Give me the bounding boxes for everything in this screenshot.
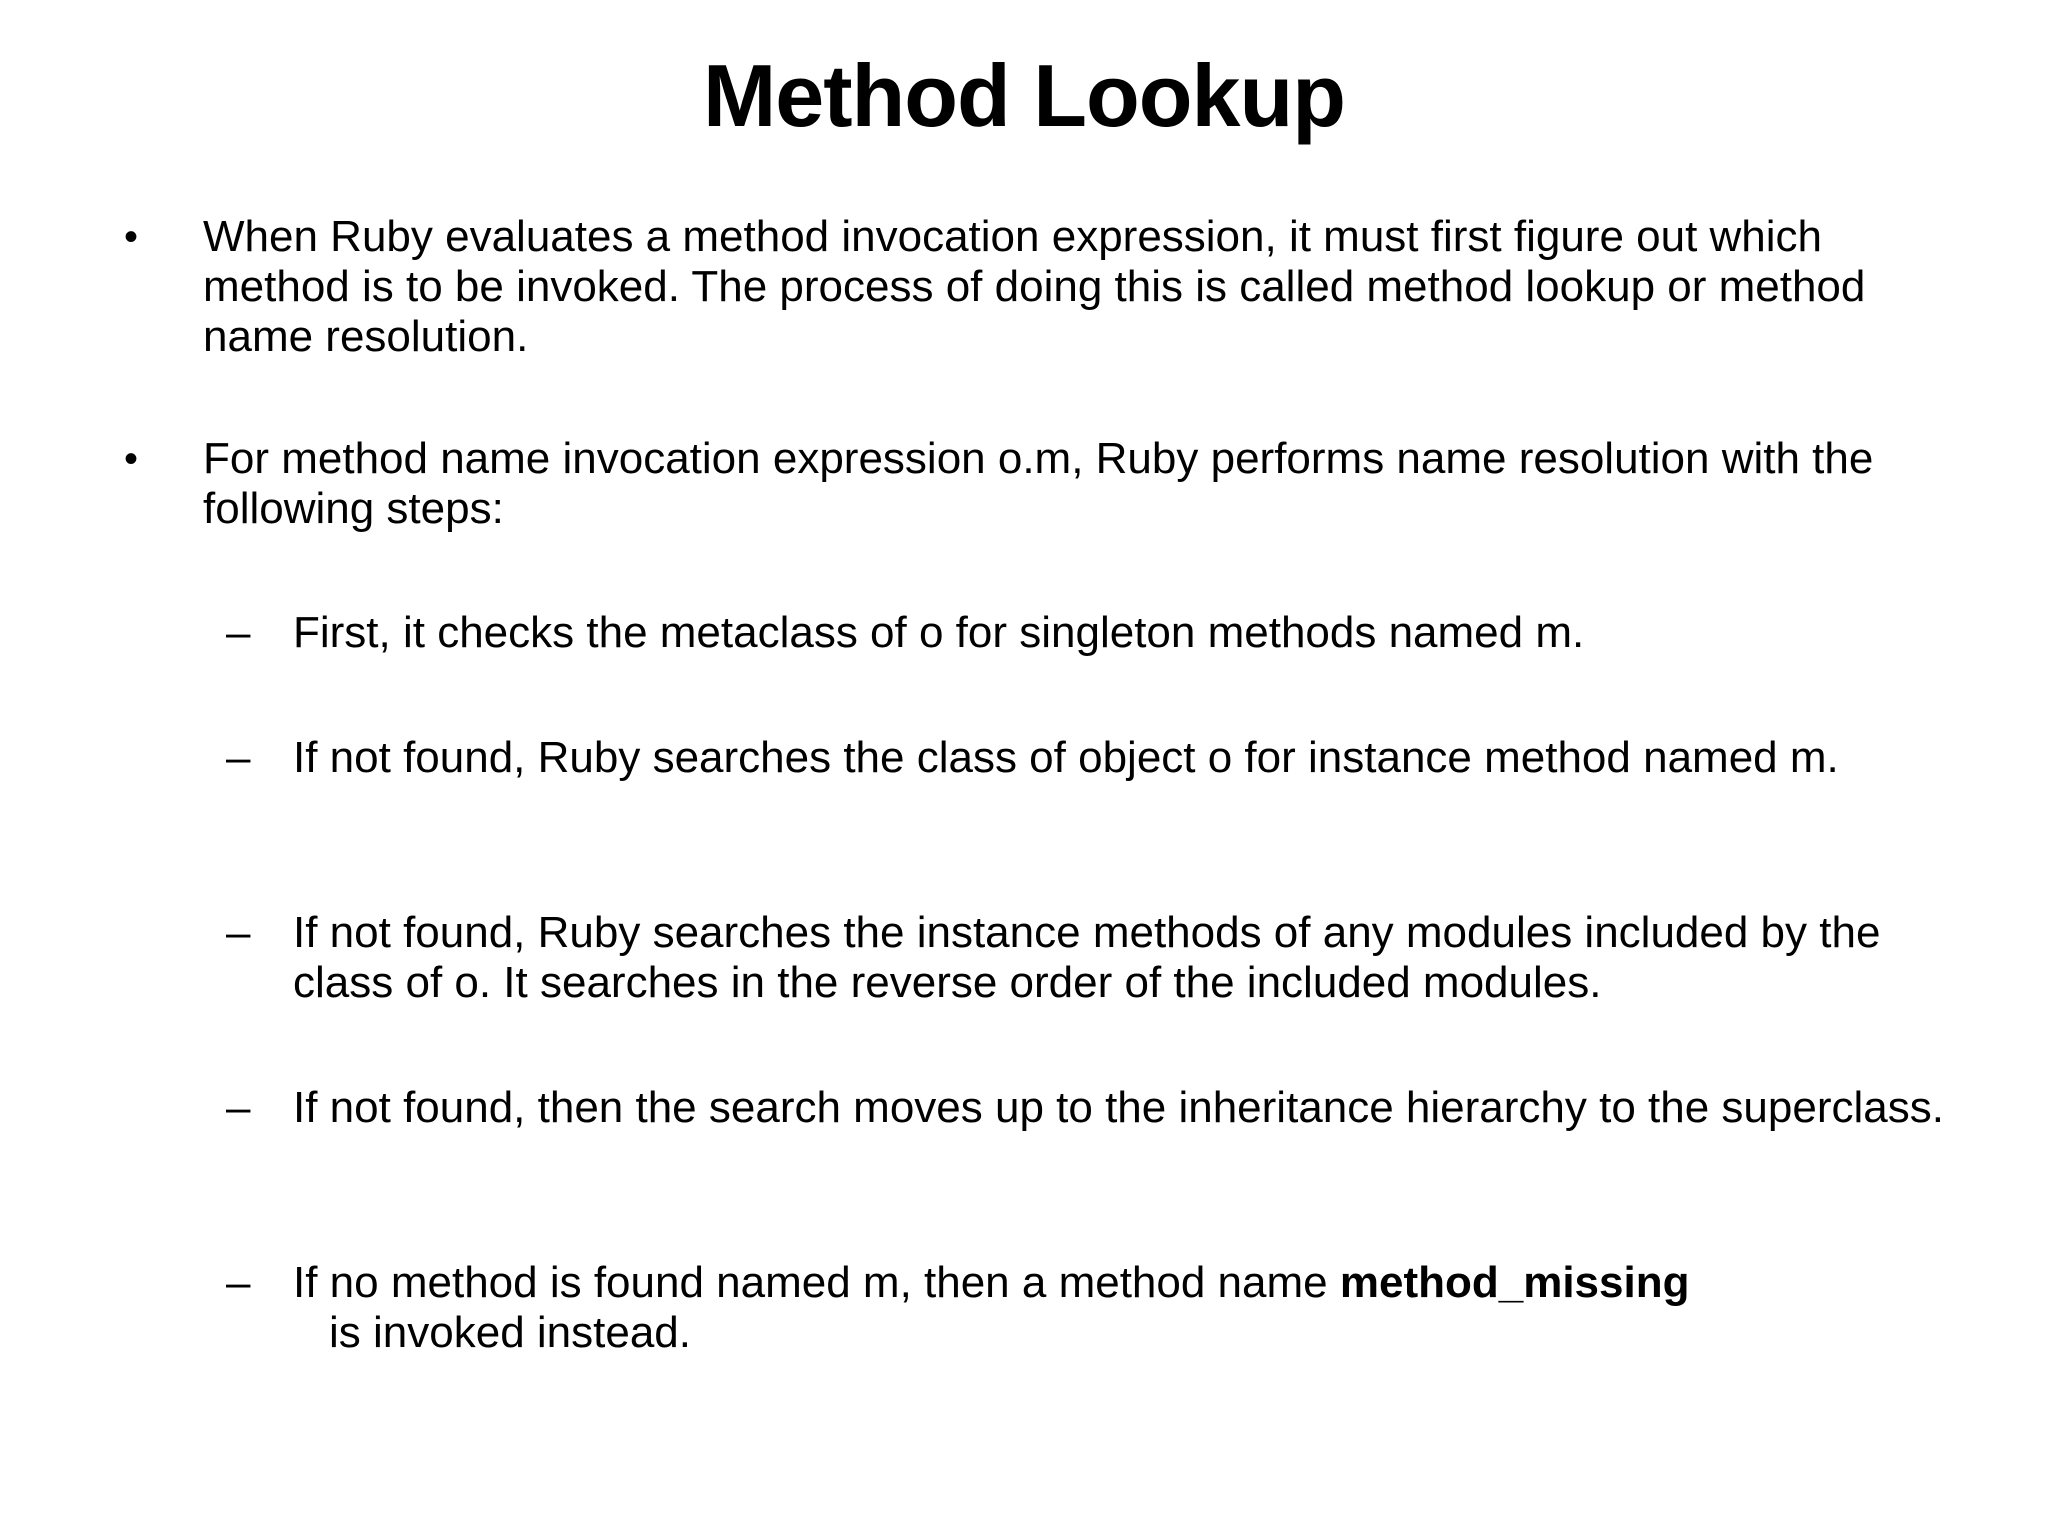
dash-marker: – [226,608,251,657]
bullet-marker: • [124,437,139,481]
step-method-missing [293,1258,1948,1358]
bullet-marker: • [124,215,139,259]
step-method-missing-text-after: is invoked instead. [329,1308,691,1357]
step-method-missing-text-before: If no method is found named m, then a method name [293,1258,1340,1307]
bullet-text-lookup-definition: When Ruby evaluates a method invocation expression, it must first figure out which method is to be invoked. The process of doing this is called method lookup or method name resolution. [203,212,1866,361]
bullet-text-resolution-steps: For method name invocation expression o.m, Ruby performs name resolution with the following steps: [203,434,1874,533]
step-metaclass: First, it checks the metaclass of o for singleton methods named m. [293,608,1585,657]
step-superclass: If not found, then the search moves up to the inheritance hierarchy to the superclass. [293,1083,1944,1132]
step-included-modules: If not found, Ruby searches the instance methods of any modules included by the class of o. It searches in the reverse order of the included modules. [293,908,1881,1007]
slide-title: Method Lookup [703,46,1345,145]
step-class-instance-methods: If not found, Ruby searches the class of object o for instance method named m. [293,733,1839,782]
dash-marker: – [226,1083,251,1132]
dash-marker: – [226,1258,251,1307]
method-missing-keyword: method_missing [1339,1258,1690,1307]
dash-marker: – [226,733,251,782]
dash-marker: – [226,908,251,957]
